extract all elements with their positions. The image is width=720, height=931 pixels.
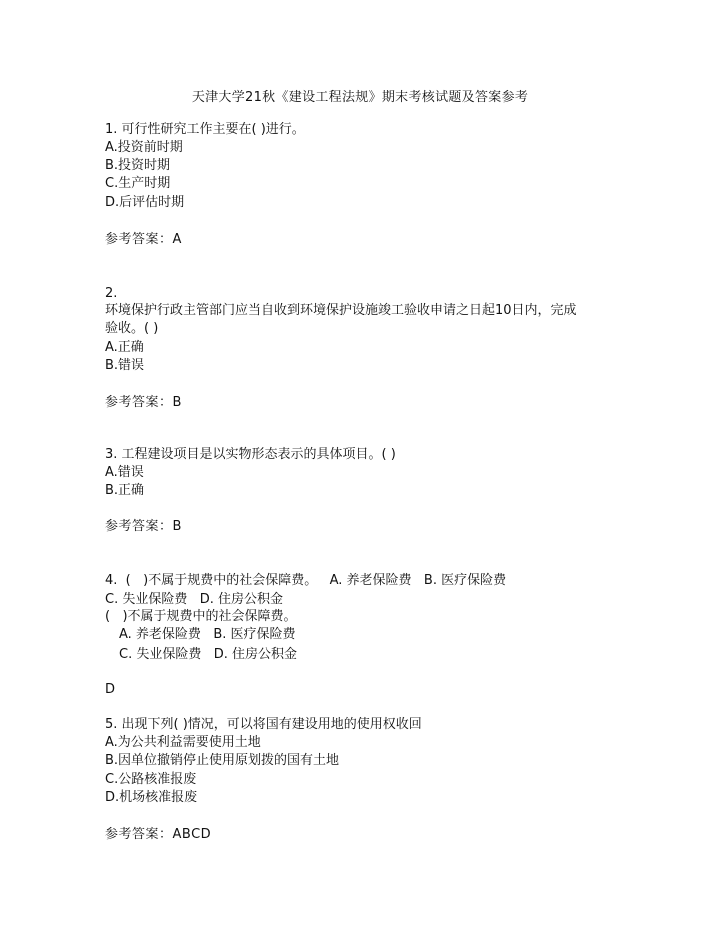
answer-value: B xyxy=(172,519,182,534)
question-2-option-b: B.错误 xyxy=(105,358,145,373)
question-5-stem: 5. 出现下列( )情况，可以将国有建设用地的使用权收回 xyxy=(105,717,422,732)
question-1-answer xyxy=(105,231,182,249)
question-4-line-5: C. 失业保险费 D. 住房公积金 xyxy=(119,647,298,662)
answer-value: B xyxy=(172,395,182,410)
question-5-option-d: D.机场核准报废 xyxy=(105,790,198,805)
answer-label: 参考答案： xyxy=(105,519,173,534)
question-4-line-3: ( )不属于规费中的社会保障费。 xyxy=(105,609,297,624)
answer-value: ABCD xyxy=(172,827,212,842)
question-3-answer xyxy=(105,518,182,536)
question-3-option-b: B.正确 xyxy=(105,483,145,498)
question-3-stem: 3. 工程建设项目是以实物形态表示的具体项目。( ) xyxy=(105,447,396,462)
answer-label: 参考答案： xyxy=(105,395,173,410)
question-1-stem: 1. 可行性研究工作主要在( )进行。 xyxy=(105,122,305,137)
question-2-option-a: A.正确 xyxy=(105,340,144,355)
question-1-option-a: A.投资前时期 xyxy=(105,140,183,155)
question-1-option-d: D.后评估时期 xyxy=(105,195,185,210)
question-5-answer xyxy=(105,826,211,844)
answer-value: A xyxy=(172,232,182,247)
answer-label: 参考答案： xyxy=(105,827,173,842)
question-2-stem-line-1: 环境保护行政主管部门应当自收到环境保护设施竣工验收申请之日起10日内，完成 xyxy=(105,303,577,318)
answer-label: 参考答案： xyxy=(105,232,173,247)
question-5-option-c: C.公路核准报废 xyxy=(105,772,197,787)
question-5-option-b: B.因单位撤销停止使用原划拨的国有土地 xyxy=(105,753,340,768)
question-2-stem-line-2: 验收。( ) xyxy=(105,321,159,336)
question-1-option-b: B.投资时期 xyxy=(105,158,171,173)
question-2-number: 2. xyxy=(105,286,118,301)
question-3-option-a: A.错误 xyxy=(105,465,144,480)
question-4-line-1: 4. ( )不属于规费中的社会保障费。 A. 养老保险费 B. 医疗保险费 xyxy=(105,573,507,588)
question-4-line-2: C. 失业保险费 D. 住房公积金 xyxy=(105,592,284,607)
document-title: 天津大学21秋《建设工程法规》期末考核试题及答案参考 xyxy=(191,90,529,105)
question-4-line-4: A. 养老保险费 B. 医疗保险费 xyxy=(119,627,296,642)
question-1-option-c: C.生产时期 xyxy=(105,176,171,191)
question-2-answer xyxy=(105,394,182,412)
question-4-answer: D xyxy=(105,682,116,697)
question-5-option-a: A.为公共利益需要使用土地 xyxy=(105,735,261,750)
